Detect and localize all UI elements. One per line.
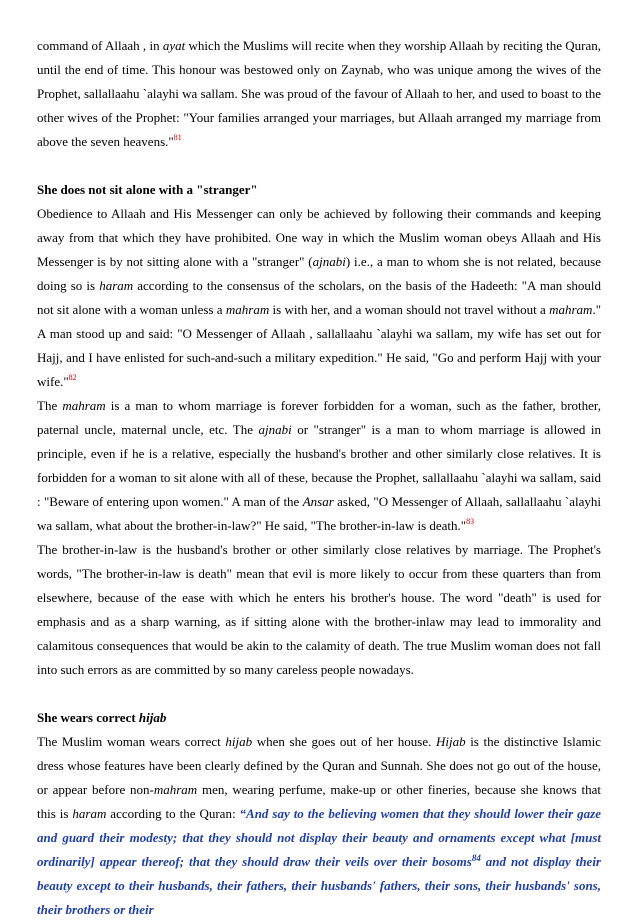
heading-stranger: She does not sit alone with a "stranger" [37, 182, 258, 197]
paragraph-mahram-definition: The mahram is a man to whom marriage is forever forbidden for a woman, such as the father, brother, paternal uncle, maternal uncle, etc. The ajnabi or "stranger" is a man to whom marriage is allowed in principle, even if he is a relative, especially the husband's brother and other similarly close relatives. It is forbidden for a woman to sit alone with all of these, because the Prophet, sallallaahu `alayhi wa sallam, said : "Beware of entering upon women." A man of the Ansar asked, "O Messenger of Allaah, sallallaahu `alayhi wa sallam, what about the brother-in-law?" He said, "The brother-in-law is death."$^{83}$ [37, 398, 602, 533]
paragraph-obedience: Obedience to Allaah and His Messenger can only be achieved by following their commands and keeping away from that which they have prohibited. One way in which the Muslim woman obeys Allaah and His Messenger is by not sitting alone with a "stranger" (ajnabi) i.e., a man to whom she is not related, because doing so is haram according to the consensus of the scholars, on the basis of the Hadeeth: "A man should not sit alone with a woman unless a mahram is with her, and a woman should not travel without a mahram." A man stood up and said: "O Messenger of Allaah , sallallaahu `alayhi wa sallam, my wife has set out for Hajj, and I have enlisted for such-and-such a military expedition." He said, "Go and perform Hajj with your wife."$^{82}$ [37, 206, 602, 389]
footnote-ref-82[interactable]: 82 [68, 373, 77, 382]
paragraph-brother-in-law: The brother-in-law is the husband's brother or other similarly close relatives by marriage. The Prophet's words, "The brother-in-law is death" mean that evil is more likely to occur from these quarters than from elsewhere, because of the ease with which he enters his brother's house. The word "death" is used for emphasis and as a sharp warning, as if sitting alone with the brother-inlaw may lead to immorality and calamitous consequences that would be akin to the calamity of death. The true Muslim woman does not fall into such errors as are committed by so many careless people nowadays. [37, 542, 601, 677]
heading-hijab: She wears correct hijab [37, 710, 167, 725]
paragraph-hijab: The Muslim woman wears correct hijab when she goes out of her house. Hijab is the distinctive Islamic dress whose features have been clearly defined by the Quran and Sunnah. She does not go out of the house, or appear before non-mahram men, wearing perfume, make-up or other fineries, because she knows that this is haram according to the Quran: “And say to the believing women that they should lower their gaze and guard their modesty; that they should not display their beauty and ornaments except what [must ordinarily] appear thereof; that they should draw their veils over their bosoms$^{84}$ and not display their beauty except to their husbands, their fathers, their husbands' fathers, their sons, their husbands' sons, their brothers or their [37, 734, 601, 917]
quran-quote: “And say to the believing women that they should lower their gaze and guard their modesty; that they should not display their beauty and ornaments except what [must ordinarily] appear thereof; that they should draw their veils over their bosoms$^{84}$ and not display their beauty except to their husbands, their fathers, their husbands' fathers, their sons, their husbands' sons, their brothers or their [37, 806, 601, 917]
footnote-ref-83[interactable]: 83 [466, 517, 475, 526]
paragraph-zaynab: command of Allaah , in ayat which the Muslims will recite when they worship Allaah by reciting the Quran, until the end of time. This honour was bestowed only on Zaynab, who was unique among the wives of the Prophet, sallallaahu `alayhi wa sallam. She was proud of the favour of Allaah to her, and used to boast to the other wives of the Prophet: "Your families arranged your marriages, but Allaah arranged my marriage from above the seven heavens."$^{81}$ [37, 38, 602, 149]
footnote-ref-84[interactable]: 84 [471, 853, 481, 863]
footnote-ref-81[interactable]: 81 [173, 133, 182, 142]
